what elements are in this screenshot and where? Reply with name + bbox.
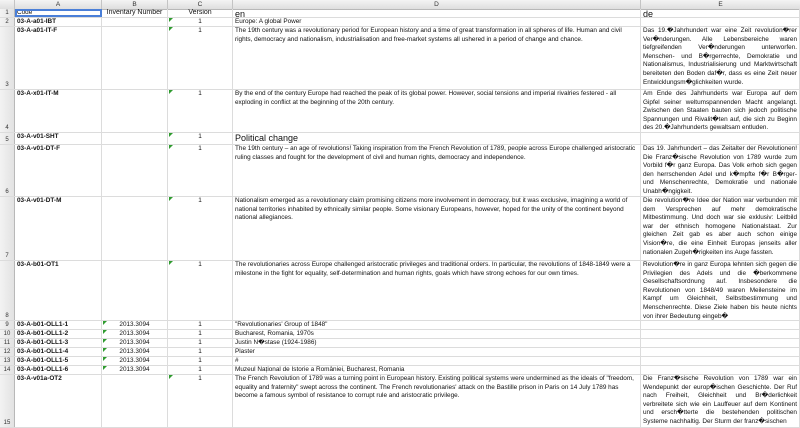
cell-text: Political change bbox=[235, 133, 299, 143]
cell-text: 03-A-b01-OLL1-2 bbox=[17, 330, 69, 337]
cell-text: 1 bbox=[198, 145, 202, 152]
cell-text: Das 19.�Jahrhundert war eine Zeit revolution�rer Ver�nderungen. Alle Lebensbereiche waren tiefgreifenden Ver�nderungen unterworfen. Menschen- und B�rgerrechte, Demokratie und Nationalismus, Industrialisierung und Marktwirtschaft bereiteten den Boden daf�r, dass es eine Zeit neuer Entwicklungsm�glichkeiten wurde. bbox=[643, 27, 797, 86]
cell-c[interactable] bbox=[168, 197, 233, 260]
table-row bbox=[0, 9, 800, 18]
cell-e[interactable] bbox=[641, 366, 800, 374]
comment-indicator-icon bbox=[169, 90, 173, 94]
cell-b[interactable] bbox=[102, 366, 168, 374]
cell-c[interactable] bbox=[168, 366, 233, 374]
cell-text: 03-A-v01-DT-F bbox=[17, 145, 60, 152]
cell-text: The French Revolution of 1789 was a turning point in European history. Existing political systems were undermined as the ideals of "freedom, equality and fraternity" swept across the continent. The French revolutionaries' attack on the Bastille prison in Paris on 14 July 1789 has become a famous symbol of resistance to corrupt rule and aristocratic privilege. bbox=[235, 375, 634, 400]
cell-a[interactable] bbox=[15, 197, 102, 260]
comment-indicator-icon bbox=[169, 197, 173, 201]
cell-d[interactable] bbox=[233, 90, 641, 132]
table-row bbox=[0, 18, 800, 27]
cell-text: 1 bbox=[198, 321, 202, 328]
cell-text: de bbox=[643, 9, 654, 17]
cell-a[interactable] bbox=[15, 18, 102, 26]
cell-d[interactable] bbox=[233, 27, 641, 89]
cell-text: Die revolution�re Idee der Nation war verbunden mit dem Versprechen auf mehr demokratische Mitbestimmung. Und doch war sie exklusiv: Leitbild war der ethnisch homogene Nationalstaat. Zur gleichen Zeit gab es aber auch schon einige Vision�re, die eine Einheit Europas jenseits aller nationalen Zugeh�rigkeiten ins Auge fassten. bbox=[643, 197, 797, 256]
cell-c[interactable] bbox=[168, 321, 233, 329]
cell-b[interactable] bbox=[102, 348, 168, 356]
row-number-header[interactable] bbox=[0, 18, 15, 26]
cell-text: Muzeul Național de Istorie a României, Bucharest, Romania bbox=[235, 366, 405, 373]
cell-b[interactable] bbox=[102, 145, 168, 196]
cell-e[interactable] bbox=[641, 357, 800, 365]
row-number-label: 4 bbox=[5, 125, 9, 131]
comment-indicator-icon bbox=[169, 133, 173, 137]
cell-text: "Revolutionaries' Group of 1848" bbox=[235, 321, 328, 328]
cell-d[interactable] bbox=[233, 375, 641, 427]
cell-c[interactable] bbox=[168, 9, 233, 17]
cell-text: 1 bbox=[198, 197, 202, 204]
cell-e[interactable] bbox=[641, 321, 800, 329]
cell-d[interactable] bbox=[233, 348, 641, 356]
cell-c[interactable] bbox=[168, 339, 233, 347]
cell-b[interactable] bbox=[102, 375, 168, 427]
cell-b[interactable] bbox=[102, 330, 168, 338]
cell-a[interactable] bbox=[15, 321, 102, 329]
table-row bbox=[0, 261, 800, 321]
cell-a[interactable] bbox=[15, 339, 102, 347]
table-row bbox=[0, 339, 800, 348]
comment-indicator-icon bbox=[103, 339, 107, 343]
cell-text: 1 bbox=[198, 18, 202, 25]
cell-text: 2013.3094 bbox=[119, 357, 150, 364]
cell-e[interactable] bbox=[641, 339, 800, 347]
table-row bbox=[0, 348, 800, 357]
cell-text: 1 bbox=[198, 348, 202, 355]
cell-b[interactable] bbox=[102, 133, 168, 144]
cell-text: Die Franz�sische Revolution von 1789 war ein Wendepunkt der europ�ischen Geschichte. Der Ruf nach Freiheit, Gleichheit und Br�derlichkeit verbreitete sich wie ein Lauffeuer auf dem Kontinent und ersch�tterte die bestehenden politischen Systeme nachhaltig. Der Sturm der franz�sischen bbox=[643, 375, 797, 425]
row-number-label: 1 bbox=[5, 10, 9, 16]
cell-a[interactable] bbox=[15, 133, 102, 144]
cell-text: 03-A-a01-IT-F bbox=[17, 27, 58, 34]
comment-indicator-icon bbox=[169, 18, 173, 22]
cell-d[interactable] bbox=[233, 133, 641, 144]
cell-d[interactable] bbox=[233, 197, 641, 260]
row-number-header[interactable] bbox=[0, 348, 15, 356]
table-row bbox=[0, 330, 800, 339]
row-number-label: 15 bbox=[3, 420, 11, 426]
row-number-header[interactable] bbox=[0, 261, 15, 320]
cell-b[interactable] bbox=[102, 357, 168, 365]
cell-text: 03-A-a01-IBT bbox=[17, 18, 57, 25]
row-number-header[interactable] bbox=[0, 197, 15, 260]
cell-text: Am Ende des Jahrhunderts war Europa auf dem Gipfel seiner weltumspannenden Macht angelangt. Zwischen den Staaten bauten sich jedoch politische Spannungen und Rivalit�ten auf, die sich zu Beginn des 20.�Jahrhunderts gewaltsam entluden. bbox=[643, 90, 797, 132]
comment-indicator-icon bbox=[103, 366, 107, 370]
cell-text: Das 19. Jahrhundert – das Zeitalter der Revolutionen! Die Franz�sische Revolution von 1789 wurde zum Vorbild f�r ganz Europa. Das Volk erhob sich gegen den herrschenden Adel und k�mpfte f�r B�rger- und Menschenrechte, Demokratie und nationale Unabh�ngigkeit. bbox=[643, 145, 797, 195]
cell-text: 03-A-b01-OT1 bbox=[17, 261, 59, 268]
cell-e[interactable] bbox=[641, 27, 800, 89]
cell-text: 03-A-b01-OLL1-4 bbox=[17, 348, 69, 355]
cell-e[interactable] bbox=[641, 330, 800, 338]
cell-text: 03-A-v01-DT-M bbox=[17, 197, 62, 204]
cell-text: 03-A-b01-OLL1-6 bbox=[17, 366, 69, 373]
row-number-header[interactable] bbox=[0, 90, 15, 132]
comment-indicator-icon bbox=[103, 348, 107, 352]
cell-text: The 19th century – an age of revolutions! Taking inspiration from the French Revolution of 1789, people across Europe challenged aristocratic ruling classes and fought for the development of civil and human rights, democracy and independence. bbox=[235, 145, 636, 161]
cell-c[interactable] bbox=[168, 27, 233, 89]
column-header-a[interactable]: A bbox=[15, 0, 102, 9]
comment-indicator-icon bbox=[169, 27, 173, 31]
row-number-label: 3 bbox=[5, 82, 9, 88]
cell-d[interactable] bbox=[233, 145, 641, 196]
cell-text: Nationalism emerged as a revolutionary claim promising citizens more involvement in democracy, but it was exclusive, imagining a world of national territories inhabited by ethnically similar people. Some visionary Europeans, however, hoped for the unity of the continent beyond national allegiances. bbox=[235, 197, 628, 222]
row-number-header[interactable] bbox=[0, 145, 15, 196]
cell-text: 1 bbox=[198, 330, 202, 337]
comment-indicator-icon bbox=[103, 321, 107, 325]
cell-text: 2013.3094 bbox=[119, 321, 150, 328]
cell-c[interactable] bbox=[168, 145, 233, 196]
cell-text: 1 bbox=[198, 339, 202, 346]
row-number-label: 2 bbox=[5, 19, 9, 25]
cell-d[interactable] bbox=[233, 18, 641, 26]
cell-e[interactable] bbox=[641, 261, 800, 320]
cell-text: Inventary Number bbox=[106, 9, 163, 16]
cell-a[interactable] bbox=[15, 9, 102, 17]
cell-text: 1 bbox=[198, 133, 202, 140]
cell-c[interactable] bbox=[168, 357, 233, 365]
cell-text: Europe: A global Power bbox=[235, 18, 302, 25]
cell-c[interactable] bbox=[168, 90, 233, 132]
cell-d[interactable] bbox=[233, 366, 641, 374]
cell-e[interactable] bbox=[641, 145, 800, 196]
table-row bbox=[0, 375, 800, 428]
cell-text: Revolution�re in ganz Europa lehnten sich gegen die Privilegien des Adels und die �berkommene Gesellschaftsordnung auf. Insbesondere die Revolutionen von 1848/49 waren Meilensteine im Kampf um Gleichheit, Selbstbestimmung und Menschenrechte. Diese Ziele haben bis heute nichts von ihrer Bedeutung eingeb� bbox=[643, 261, 797, 320]
cell-b[interactable] bbox=[102, 321, 168, 329]
cell-c[interactable] bbox=[168, 330, 233, 338]
table-row bbox=[0, 27, 800, 90]
cell-a[interactable] bbox=[15, 366, 102, 374]
select-all-corner[interactable] bbox=[0, 0, 15, 9]
cell-c[interactable] bbox=[168, 18, 233, 26]
cell-c[interactable] bbox=[168, 348, 233, 356]
table-row bbox=[0, 321, 800, 330]
row-number-label: 14 bbox=[3, 367, 11, 373]
table-row bbox=[0, 133, 800, 145]
row-number-label: 7 bbox=[5, 253, 9, 259]
cell-text: 1 bbox=[198, 375, 202, 382]
cell-text: Plaster bbox=[235, 348, 255, 355]
row-number-header[interactable] bbox=[0, 27, 15, 89]
cell-c[interactable] bbox=[168, 261, 233, 320]
comment-indicator-icon bbox=[169, 375, 173, 379]
cell-text: 1 bbox=[198, 261, 202, 268]
cell-e[interactable] bbox=[641, 90, 800, 132]
cell-text: The revolutionaries across Europe challenged aristocratic privileges and traditional orders. In particular, the revolutions of 1848-1849 were a milestone in the fight for equality, self-determination and human rights, goals which have strong echoes for our own times. bbox=[235, 261, 631, 277]
cell-d[interactable] bbox=[233, 357, 641, 365]
cell-d[interactable] bbox=[233, 9, 641, 17]
comment-indicator-icon bbox=[169, 145, 173, 149]
cell-b[interactable] bbox=[102, 261, 168, 320]
cell-text: Bucharest, Romania, 1970s bbox=[235, 330, 314, 337]
cell-a[interactable] bbox=[15, 357, 102, 365]
column-header-d[interactable]: D bbox=[233, 0, 641, 9]
cell-a[interactable] bbox=[15, 261, 102, 320]
cell-text: 1 bbox=[198, 90, 202, 97]
cell-text: The 19th century was a revolutionary period for European history and a time of great transformation in all spheres of life. Human and civil rights, democracy and nationalism, industrialisation and free-market systems all ushered in a period of change and chance. bbox=[235, 27, 622, 43]
table-row bbox=[0, 145, 800, 197]
row-number-header[interactable] bbox=[0, 366, 15, 374]
cell-text: Justin N�stase (1924-1986) bbox=[235, 339, 317, 346]
cell-text: en bbox=[235, 9, 246, 17]
cell-text: 03-A-b01-OLL1-3 bbox=[17, 339, 69, 346]
cell-e[interactable] bbox=[641, 9, 800, 17]
column-header-c[interactable]: C bbox=[168, 0, 233, 9]
cell-d[interactable] bbox=[233, 339, 641, 347]
cell-b[interactable] bbox=[102, 90, 168, 132]
cell-text: Code bbox=[17, 9, 33, 16]
cell-a[interactable] bbox=[15, 348, 102, 356]
cell-e[interactable] bbox=[641, 197, 800, 260]
comment-indicator-icon bbox=[103, 357, 107, 361]
cell-text: 03-A-v01a-OT2 bbox=[17, 375, 62, 382]
cell-text: 03-A-b01-OLL1-5 bbox=[17, 357, 69, 364]
cell-c[interactable] bbox=[168, 133, 233, 144]
row-number-header[interactable] bbox=[0, 339, 15, 347]
table-row bbox=[0, 197, 800, 261]
cell-a[interactable] bbox=[15, 145, 102, 196]
row-number-label: 13 bbox=[3, 358, 11, 364]
cell-text: 2013.3094 bbox=[119, 330, 150, 337]
cell-text: 2013.3094 bbox=[119, 366, 150, 373]
comment-indicator-icon bbox=[103, 330, 107, 334]
cell-b[interactable] bbox=[102, 9, 168, 17]
cell-e[interactable] bbox=[641, 348, 800, 356]
column-header-e[interactable]: E bbox=[718, 1, 723, 8]
column-header-b[interactable]: B bbox=[102, 0, 168, 9]
cell-text: 03-A-v01-SHT bbox=[17, 133, 59, 140]
cell-text: 03-A-x01-IT-M bbox=[17, 90, 59, 97]
cell-a[interactable] bbox=[15, 375, 102, 427]
cell-e[interactable] bbox=[641, 375, 800, 427]
cell-b[interactable] bbox=[102, 18, 168, 26]
row-number-header[interactable] bbox=[0, 9, 15, 17]
cell-e[interactable] bbox=[641, 133, 800, 144]
cell-a[interactable] bbox=[15, 90, 102, 132]
row-number-label: 11 bbox=[3, 340, 11, 346]
cell-text: 1 bbox=[198, 357, 202, 364]
comment-indicator-icon bbox=[169, 261, 173, 265]
row-number-header[interactable] bbox=[0, 321, 15, 329]
row-number-label: 10 bbox=[3, 331, 11, 337]
row-number-label: 12 bbox=[3, 349, 11, 355]
row-number-label: 5 bbox=[5, 137, 9, 143]
cell-b[interactable] bbox=[102, 27, 168, 89]
cell-b[interactable] bbox=[102, 339, 168, 347]
cell-text: 03-A-b01-OLL1-1 bbox=[17, 321, 69, 328]
cell-text: 2013.3094 bbox=[119, 348, 150, 355]
row-number-header[interactable] bbox=[0, 133, 15, 144]
table-row bbox=[0, 366, 800, 375]
cell-e[interactable] bbox=[641, 18, 800, 26]
cell-d[interactable] bbox=[233, 330, 641, 338]
cell-a[interactable] bbox=[15, 330, 102, 338]
cell-a[interactable] bbox=[15, 27, 102, 89]
row-number-label: 9 bbox=[5, 322, 9, 328]
cell-text: 2013.3094 bbox=[119, 339, 150, 346]
cell-c[interactable] bbox=[168, 375, 233, 427]
row-number-header[interactable] bbox=[0, 357, 15, 365]
row-number-header[interactable] bbox=[0, 375, 15, 427]
cell-text: # bbox=[235, 357, 239, 364]
table-row bbox=[0, 90, 800, 133]
cell-text: 1 bbox=[198, 27, 202, 34]
cell-d[interactable] bbox=[233, 321, 641, 329]
cell-d[interactable] bbox=[233, 261, 641, 320]
row-number-label: 6 bbox=[5, 189, 9, 195]
cell-b[interactable] bbox=[102, 197, 168, 260]
row-number-header[interactable] bbox=[0, 330, 15, 338]
cell-text: 1 bbox=[198, 366, 202, 373]
cell-text: By the end of the century Europe had reached the peak of its global power. However, social tensions and imperial rivalries festered - all exploding in conflict at the beginning of the 20th century. bbox=[235, 90, 617, 106]
cell-text: Version bbox=[188, 9, 212, 16]
table-row bbox=[0, 357, 800, 366]
row-number-label: 8 bbox=[5, 313, 9, 319]
